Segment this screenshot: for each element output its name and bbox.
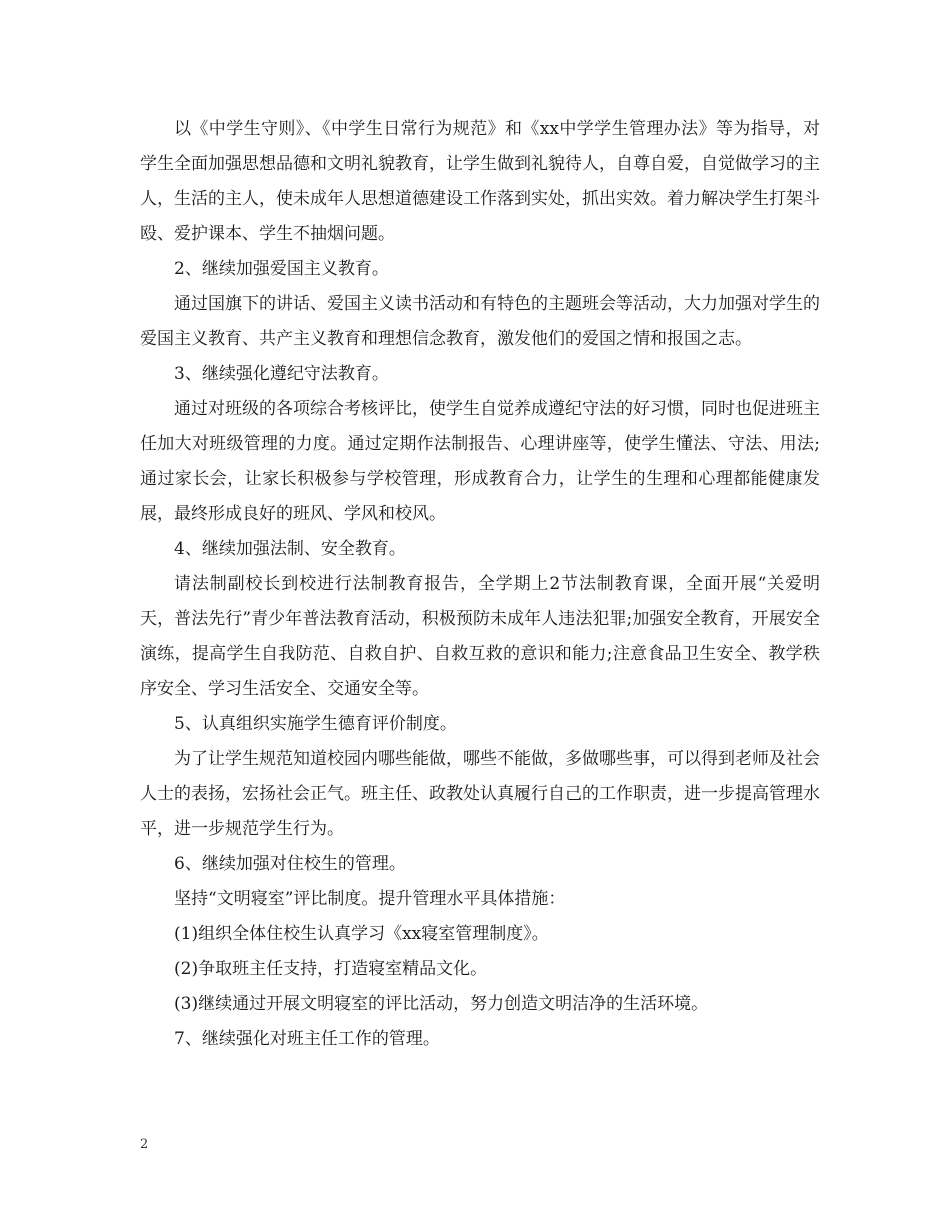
heading-5: 5、认真组织实施学生德育评价制度。 (174, 714, 457, 734)
heading-4: 4、继续加强法制、安全教育。 (174, 539, 406, 559)
paragraph-intro: 以《中学生守则》、《中学生日常行为规范》和《xx中学学生管理办法》等为指导，对学生全面加强思想品德和文明礼貌教育，让学生做到礼貌待人，自尊自爱，自觉做学习的主人，生活的主人，使未成年人思想道德建设工作落到实处，抓出实效。着力解决学生打架斗殴、爱护课本、学生不抽烟问题。 (140, 119, 820, 244)
heading-7: 7、继续强化对班主任工作的管理。 (174, 1029, 440, 1049)
document-body (140, 112, 820, 1057)
paragraph-3: 通过对班级的各项综合考核评比，使学生自觉养成遵纪守法的好习惯，同时也促进班主任加大对班级管理的力度。通过定期作法制报告、心理讲座等，使学生懂法、守法、用法;通过家长会，让家长积极参与学校管理，形成教育合力，让学生的生理和心理都能健康发展，最终形成良好的班风、学风和校风。 (140, 399, 820, 524)
paragraph-4: 请法制副校长到校进行法制教育报告，全学期上2节法制教育课，全面开展“关爱明天，普法先行”青少年普法教育活动，积极预防未成年人违法犯罪;加强安全教育，开展安全演练，提高学生自我防范、自救自护、自救互救的意识和能力;注意食品卫生安全、教学秩序安全、学习生活安全、交通安全等。 (140, 574, 820, 699)
heading-2: 2、继续加强爱国主义教育。 (174, 259, 389, 279)
list-item-3: (3)继续通过开展文明寝室的评比活动，努力创造文明洁净的生活环境。 (174, 994, 709, 1014)
page-number: 2 (140, 1137, 149, 1152)
heading-6: 6、继续加强对住校生的管理。 (174, 854, 406, 874)
heading-3: 3、继续强化遵纪守法教育。 (174, 364, 389, 384)
paragraph-6: 坚持“文明寝室”评比制度。提升管理水平具体措施： (174, 889, 566, 909)
paragraph-2: 通过国旗下的讲话、爱国主义读书活动和有特色的主题班会等活动，大力加强对学生的爱国主义教育、共产主义教育和理想信念教育，激发他们的爱国之情和报国之志。 (140, 294, 820, 349)
paragraph-5: 为了让学生规范知道校园内哪些能做，哪些不能做，多做哪些事，可以得到老师及社会人士的表扬，宏扬社会正气。班主任、政教处认真履行自己的工作职责，进一步提高管理水平，进一步规范学生行为。 (140, 749, 820, 839)
list-item-2: (2)争取班主任支持，打造寝室精品文化。 (174, 959, 488, 979)
list-item-1: (1)组织全体住校生认真学习《xx寝室管理制度》。 (174, 924, 549, 944)
